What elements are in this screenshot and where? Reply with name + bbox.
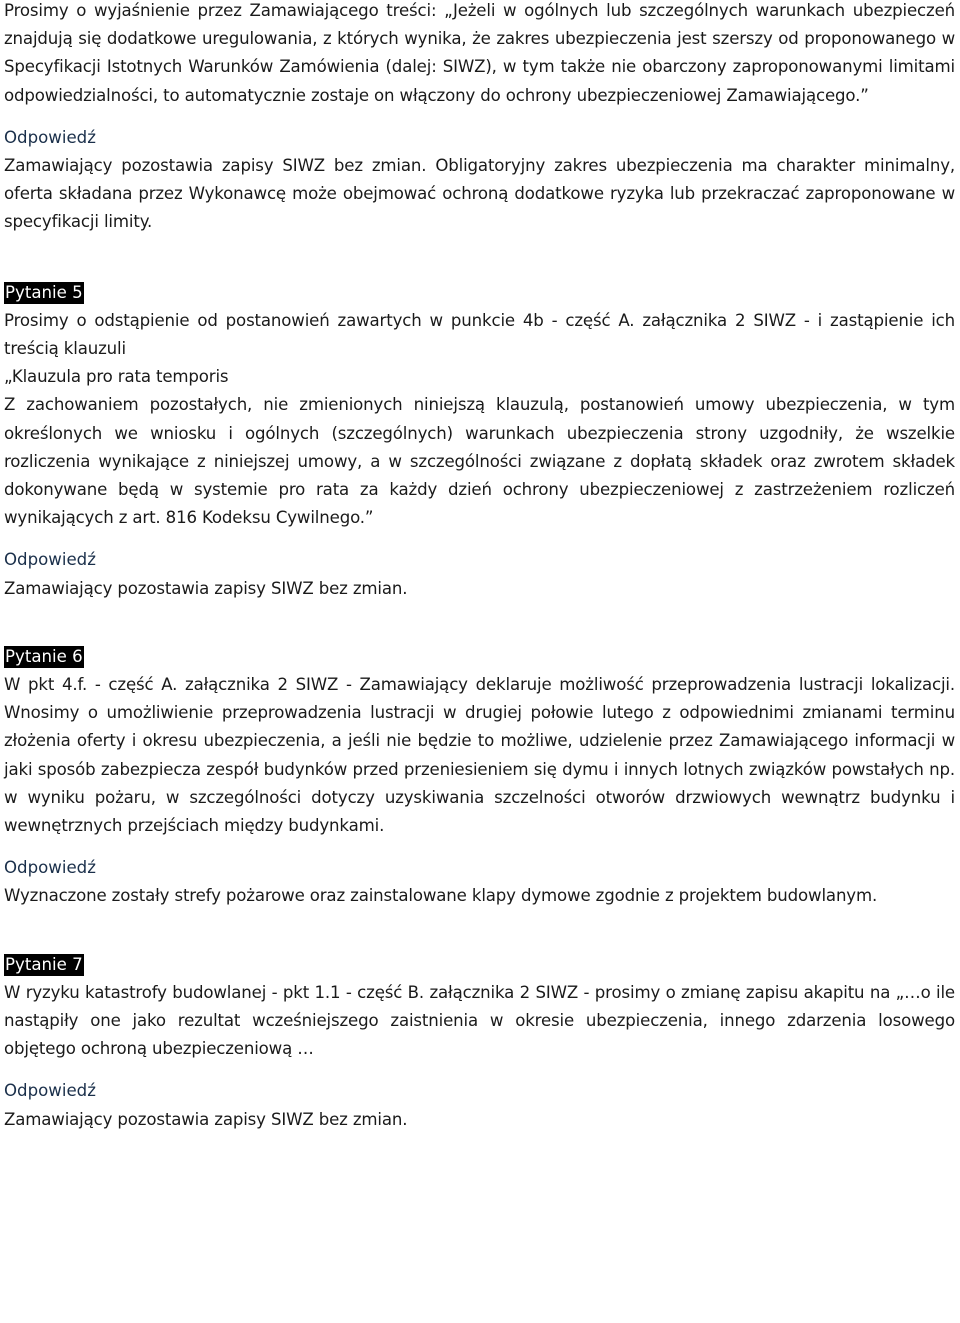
question-5-clause-text: Z zachowaniem pozostałych, nie zmienionych niniejszą klauzulą, postanowień umowy ubezpieczenia, w tym określonych we wniosku i ogólnych (szczególnych) warunkach ubezpieczenia strony uzgodniły, że wszelkie rozliczenia wynikające z niniejszej umowy, a w szczególności związane z dopłatą składek oraz zwrotem składek dokonywane będą w systemie pro rata za każdy dzień ochrony ubezpieczeniowej z zastrzeżeniem rozliczeń wynikających z art. 816 Kodeksu Cywilnego.” — [4, 395, 955, 528]
question-7-answer-label: Odpowiedź — [4, 1081, 96, 1101]
question-5-heading — [4, 279, 955, 307]
intro-question-text: Prosimy o wyjaśnienie przez Zamawiającego treści: „Jeżeli w ogólnych lub szczególnych warunkach ubezpieczeń znajdują się dodatkowe uregulowania, z których wynika, że zakres ubezpieczenia jest szerszy od proponowanego w Specyfikacji Istotnych Warunków Zamówienia (dalej: SIWZ), w tym także nie obarczony zaproponowanymi limitami odpowiedzialności, to automatycznie zostaje on włączony do ochrony ubezpieczeniowej Zamawiającego.” — [4, 1, 955, 105]
question-6-answer-text: Wyznaczone zostały strefy pożarowe oraz zainstalowane klapy dymowe zgodnie z projektem budowlanym. — [4, 886, 878, 906]
question-7-answer-text: Zamawiający pozostawia zapisy SIWZ bez zmian. — [4, 1109, 408, 1129]
document-page — [4, 0, 955, 1134]
question-5-answer-text: Zamawiający pozostawia zapisy SIWZ bez zmian. — [4, 578, 408, 598]
question-7-text: W ryzyku katastrofy budowlanej - pkt 1.1 - część B. załącznika 2 SIWZ - prosimy o zmianę zapisu akapitu na „…o ile nastąpiły one jako rezultat wcześniejszego zaistnienia w okresie ubezpieczenia, innego zdarzenia losowego objętego ochroną ubezpieczeniową … — [4, 982, 955, 1059]
intro-answer-text: Zamawiający pozostawia zapisy SIWZ bez zmian. Obligatoryjny zakres ubezpieczenia ma charakter minimalny, oferta składana przez Wykonawcę może obejmować ochroną dodatkowe ryzyka lub przekraczać zaproponowane w specyfikacji limity. — [4, 156, 955, 232]
question-5-clause-title: „Klauzula pro rata temporis — [4, 367, 229, 387]
intro-answer-label: Odpowiedź — [4, 127, 96, 147]
question-5-label: Pytanie 5 — [5, 282, 83, 302]
question-6-text: W pkt 4.f. - część A. załącznika 2 SIWZ - Zamawiający deklaruje możliwość przeprowadzenia lustracji lokalizacji. Wnosimy o umożliwienie przeprowadzenia lustracji w drugiej połowie lutego z odpowiednimi zmianami terminu złożenia oferty i okresu ubezpieczenia, a jeśli nie będzie to możliwe, udzielenie przez Zamawiającego informacji w jaki sposób zabezpiecza zespół budynków przed przeniesieniem się dymu i innych lotnych związków powstałych np. w wyniku pożaru, w szczególności dotyczy uzyskiwania szczelności otworów drzwiowych wewnątrz budynku i wewnętrznych przejściach między budynkami. — [4, 675, 955, 836]
question-5-text: Prosimy o odstąpienie od postanowień zawartych w punkcie 4b - część A. załącznika 2 SIWZ - i zastąpienie ich treścią klauzuli — [4, 310, 955, 359]
question-5-answer-label: Odpowiedź — [4, 550, 96, 570]
question-6-label: Pytanie 6 — [5, 646, 83, 666]
question-7-heading — [4, 951, 955, 979]
question-7-label: Pytanie 7 — [5, 954, 83, 974]
question-6-answer-label: Odpowiedź — [4, 858, 96, 878]
question-6-heading — [4, 643, 955, 671]
